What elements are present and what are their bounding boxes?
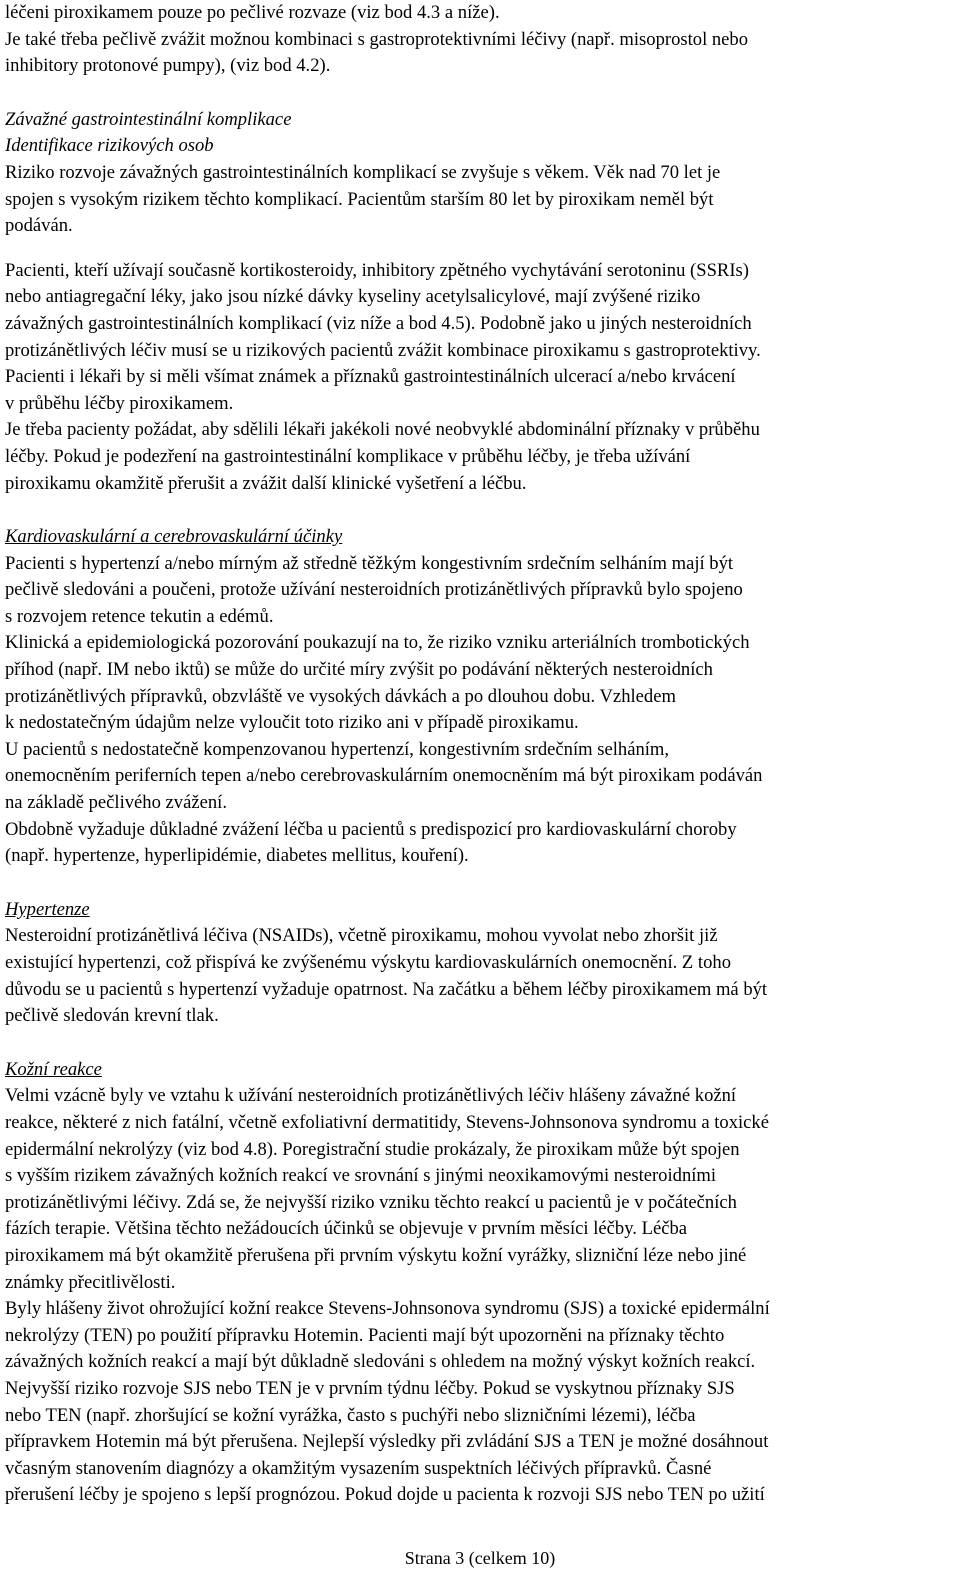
text-line: přerušení léčby je spojeno s lepší prognózou. Pokud dojde u pacienta k rozvoji SJS nebo TEN po užití bbox=[5, 1484, 765, 1506]
section-heading-gi: Závažné gastrointestinální komplikace bbox=[5, 108, 292, 130]
text-line: podáván. bbox=[5, 215, 73, 237]
page-footer bbox=[0, 1545, 960, 1572]
section-heading-skin: Kožní reakce bbox=[5, 1058, 102, 1080]
text-line: v průběhu léčby piroxikamem. bbox=[5, 392, 234, 414]
spacer bbox=[5, 240, 957, 258]
text-line: fázích terapie. Většina těchto nežádoucích účinků se objevuje v prvním měsíci léčby. Léčba bbox=[5, 1218, 688, 1240]
text-line: Nejvyšší riziko rozvoje SJS nebo TEN je v prvním týdnu léčby. Pokud se vyskytnou příznaky SJS bbox=[5, 1377, 735, 1399]
text-line: závažných kožních reakcí a mají být důkladně sledováni s ohledem na možný výskyt kožních reakcí. bbox=[5, 1351, 756, 1373]
text-line: (např. hypertenze, hyperlipidémie, diabetes mellitus, kouření). bbox=[5, 845, 469, 867]
cardio-section bbox=[5, 524, 957, 870]
section-heading-hypertension: Hypertenze bbox=[5, 898, 90, 920]
page-number: Strana 3 (celkem 10) bbox=[404, 1548, 556, 1568]
text-line: inhibitory protonové pumpy), (viz bod 4.2). bbox=[5, 55, 331, 77]
text-line: nekrolýzy (TEN) po použití přípravku Hotemin. Pacienti mají být upozorněni na příznaky těchto bbox=[5, 1324, 725, 1346]
text-line: Riziko rozvoje závažných gastrointestinálních komplikací se zvyšuje s věkem. Věk nad 70 let je bbox=[5, 161, 721, 183]
text-line: s rozvojem retence tekutin a edémů. bbox=[5, 605, 274, 627]
spacer bbox=[5, 870, 957, 897]
text-line: přípravkem Hotemin má být přerušena. Nejlepší výsledky při zvládání SJS a TEN je možné dosáhnout bbox=[5, 1431, 769, 1453]
text-line: epidermální nekrolýzy (viz bod 4.8). Poregistrační studie prokázaly, že piroxikam může být spojen bbox=[5, 1138, 740, 1160]
section-subheading-risk: Identifikace rizikových osob bbox=[5, 135, 214, 157]
text-line: důvodu se u pacientů s hypertenzí vyžaduje opatrnost. Na začátku a během léčby piroxikamem má být bbox=[5, 978, 768, 1000]
text-line: existující hypertenzi, což přispívá ke zvýšenému výskytu kardiovaskulárních onemocnění. Z toho bbox=[5, 952, 731, 973]
text-line: protizánětlivých léčiv musí se u rizikových pacientů zvážit kombinace piroxikamu s gastroprotektivy. bbox=[5, 339, 761, 361]
text-line: včasným stanovením diagnózy a okamžitým vysazením suspektních léčivých přípravků. Časné bbox=[5, 1457, 712, 1479]
text-line: U pacientů s nedostatečně kompenzovanou hypertenzí, kongestivním srdečním selháním, bbox=[5, 738, 670, 760]
text-line: Obdobně vyžaduje důkladné zvážení léčba u pacientů s predispozicí pro kardiovaskulární choroby bbox=[5, 818, 737, 840]
text-line: pečlivě sledováni a poučeni, protože užívání nesteroidních protizánětlivých přípravků bylo spojeno bbox=[5, 579, 743, 601]
text-line: spojen s vysokým rizikem těchto komplikací. Pacientům starším 80 let by piroxikam neměl být bbox=[5, 188, 714, 210]
hypertension-section bbox=[5, 897, 957, 1030]
text-line: protizánětlivých přípravků, obzvláště ve vysokých dávkách a po dlouhou dobu. Vzhledem bbox=[5, 685, 676, 707]
spacer bbox=[5, 80, 957, 107]
text-line: Pacienti s hypertenzí a/nebo mírným až středně těžkým kongestivním srdečním selháním mají být bbox=[5, 552, 734, 574]
intro-paragraph bbox=[5, 0, 957, 80]
text-line: příhod (např. IM nebo iktů) se může do určité míry zvýšit po podávání některých nesteroidních bbox=[5, 659, 713, 681]
text-line: nebo antiagregační léky, jako jsou nízké dávky kyseliny acetylsalicylové, mají zvýšené riziko bbox=[5, 286, 701, 308]
text-line: Pacienti, kteří užívají současně kortikosteroidy, inhibitory zpětného vychytávání serotoninu (SSRIs) bbox=[5, 259, 749, 281]
text-line: léčby. Pokud je podezření na gastrointestinální komplikace v průběhu léčby, je třeba užívání bbox=[5, 445, 691, 467]
text-line: léčeni piroxikamem pouze po pečlivé rozvaze (viz bod 4.3 a níže). bbox=[5, 2, 500, 23]
text-line: reakce, některé z nich fatální, včetně exfoliativní dermatitidy, Stevens-Johnsonova syndromu a toxické bbox=[5, 1111, 769, 1133]
text-line: Je třeba pacienty požádat, aby sdělili lékaři jakékoli nové neobvyklé abdominální příznaky v průběhu bbox=[5, 419, 760, 441]
text-line: známky přecitlivělosti. bbox=[5, 1271, 176, 1293]
text-line: k nedostatečným údajům nelze vyloučit toto riziko ani v případě piroxikamu. bbox=[5, 712, 579, 734]
section-heading-cardio: Kardiovaskulární a cerebrovaskulární účinky bbox=[5, 526, 343, 548]
text-line: pečlivě sledován krevní tlak. bbox=[5, 1005, 219, 1027]
text-line: Je také třeba pečlivě zvážit možnou kombinaci s gastroprotektivními léčivy (např. misoprostol nebo bbox=[5, 28, 749, 50]
text-line: piroxikamu okamžitě přerušit a zvážit další klinické vyšetření a léčbu. bbox=[5, 472, 527, 494]
text-line: s vyšším rizikem závažných kožních reakcí ve srovnání s jinými neoxikamovými nesteroidními bbox=[5, 1165, 717, 1187]
document-page bbox=[5, 0, 957, 1509]
gi-paragraph-2 bbox=[5, 258, 957, 497]
text-line: Velmi vzácně byly ve vztahu k užívání nesteroidních protizánětlivých léčiv hlášeny závažné kožní bbox=[5, 1085, 737, 1107]
text-line: na základě pečlivého zvážení. bbox=[5, 792, 227, 814]
text-line: závažných gastrointestinálních komplikací (viz níže a bod 4.5). Podobně jako u jiných nesteroidních bbox=[5, 312, 752, 334]
text-line: nebo TEN (např. zhoršující se kožní vyrážka, často s puchýři nebo slizničními lézemi), léčba bbox=[5, 1404, 696, 1426]
text-line: Byly hlášeny život ohrožující kožní reakce Stevens-Johnsonova syndromu (SJS) a toxické epidermální bbox=[5, 1298, 770, 1320]
gi-paragraph-1 bbox=[5, 160, 957, 240]
text-line: Nesteroidní protizánětlivá léčiva (NSAIDs), včetně piroxikamu, mohou vyvolat nebo zhoršit již bbox=[5, 925, 718, 947]
text-line: onemocněním periferních tepen a/nebo cerebrovaskulárním onemocněním má být piroxikam podáván bbox=[5, 765, 763, 787]
text-line: Klinická a epidemiologická pozorování poukazují na to, že riziko vzniku arteriálních trombotických bbox=[5, 632, 750, 654]
text-line: Pacienti i lékaři by si měli všímat známek a příznaků gastrointestinálních ulcerací a/nebo krvácení bbox=[5, 366, 736, 388]
spacer bbox=[5, 497, 957, 524]
skin-section bbox=[5, 1057, 957, 1509]
text-line: protizánětlivými léčivy. Zdá se, že nejvyšší riziko vzniku těchto reakcí u pacientů je v počátečních bbox=[5, 1191, 737, 1213]
spacer bbox=[5, 1030, 957, 1057]
text-line: piroxikamem má být okamžitě přerušena při prvním výskytu kožní vyrážky, slizniční léze nebo jiné bbox=[5, 1244, 747, 1266]
gi-section bbox=[5, 107, 957, 497]
